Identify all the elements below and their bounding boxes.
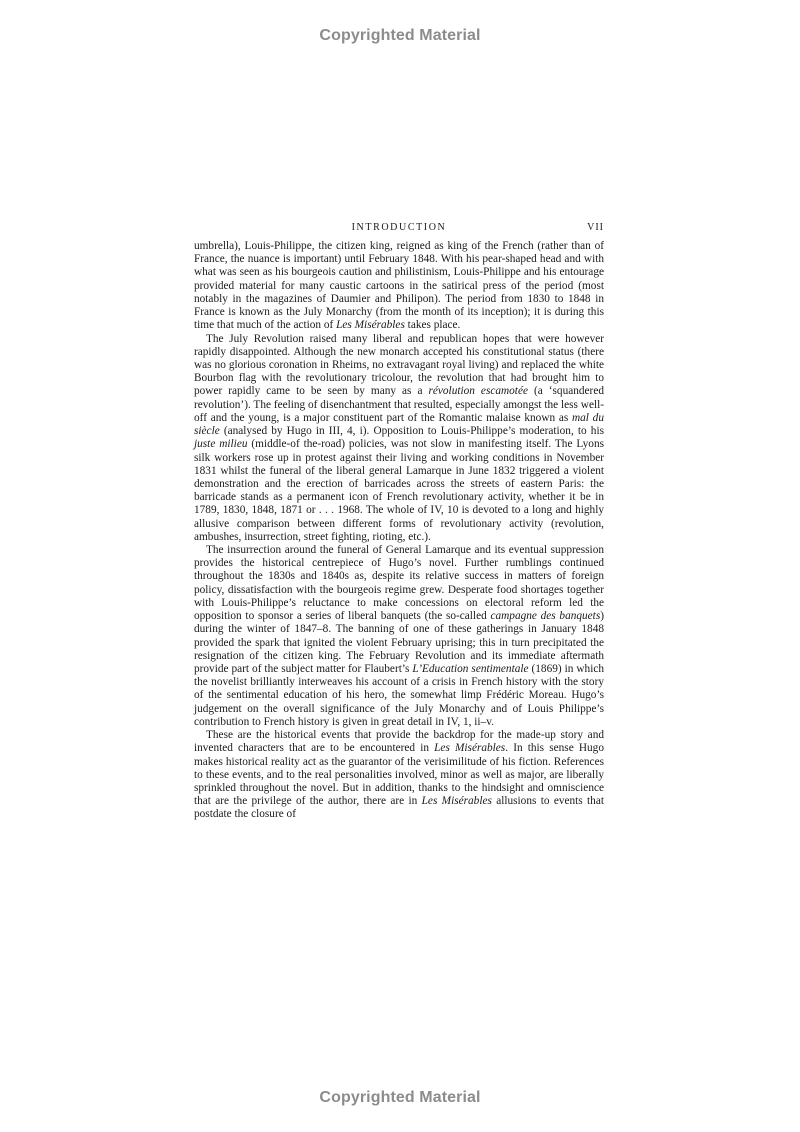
text-run: These are the historical events that provide the backdrop for the made-up story and invented characters that are to be encountered in — [194, 729, 604, 755]
italic-text-run: Les Misérables — [336, 319, 405, 332]
italic-text-run: Les Misérables — [421, 795, 492, 808]
text-run: The insurrection around the funeral of General Lamarque and its eventual suppression provides the historical centrepiece of Hugo’s novel. Further rumblings continued throughout the 1830s and 1840s as, despite its relative success in matters of foreign policy, dissatisfaction with the bourgeois regime grew. Desperate food shortages together with Louis-Philippe’s reluctance to make concessions on electoral reform led the opposition to sponsor a series of liberal banquets (the so-called — [194, 544, 604, 623]
running-head-title: INTRODUCTION — [351, 222, 447, 233]
book-page — [194, 222, 604, 822]
running-head — [194, 222, 604, 236]
italic-text-run: révolution escamotée — [428, 385, 528, 398]
paragraph — [194, 240, 604, 333]
text-run: ) during the winter of 1847–8. The banning of one of these gatherings in January 1848 provided the spark that ignited the violent February uprising; this in turn precipitated the resignation of the citizen king. The February Revolution and its immediate aftermath provide part of the subject matter for Flaubert’s — [194, 610, 604, 675]
text-run: allusions to events that postdate the closure of — [194, 795, 604, 821]
text-run: (a ‘squandered revolution’). The feeling of disenchantment that resulted, especially amongst the less well-off and the young, is a major constituent part of the Romantic malaise known as — [194, 385, 604, 424]
text-run: umbrella), Louis-Philippe, the citizen king, reigned as king of the French (rather than of France, the nuance is important) until February 1848. With his pear-shaped head and with what was seen as his bourgeois caution and philistinism, Louis-Philippe and his entourage provided material for many caustic cartoons in the satirical press of the period (most notably in the magazines of Daumier and Philipon). The period from 1830 to 1848 in France is known as the July Monarchy (from the month of its inception); it is during this time that much of the action of — [194, 240, 604, 332]
italic-text-run: Les Misérables — [434, 742, 506, 755]
copyright-watermark-bottom: Copyrighted Material — [319, 1089, 481, 1106]
paragraph — [194, 544, 604, 729]
text-run: takes place. — [404, 319, 461, 332]
text-run: (analysed by Hugo in III, 4, i). Opposition to Louis-Philippe’s moderation, to his — [219, 425, 604, 438]
text-run: . In this sense Hugo makes historical reality act as the guarantor of the verisimilitude of his fiction. References to these events, and to the real personalities involved, minor as well as major, are liberally sprinkled throughout the novel. But in addition, thanks to the hindsight and omniscience that are the privilege of the author, there are in — [194, 742, 604, 808]
copyright-watermark-top: Copyrighted Material — [319, 27, 481, 44]
page-number: VII — [587, 222, 604, 233]
italic-text-run: mal du siècle — [194, 411, 604, 438]
body-text — [194, 240, 604, 822]
paragraph — [194, 729, 604, 822]
italic-text-run: juste milieu — [194, 438, 248, 451]
italic-text-run: L’Education sentimentale — [412, 663, 529, 675]
text-run: (middle-of the-road) policies, was not slow in manifesting itself. The Lyons silk workers rose up in protest against their living and working conditions in November 1831 whilst the funeral of the liberal general Lamarque in June 1832 triggered a violent demonstration and the erection of barricades across the streets of eastern Paris: the barricade stands as a permanent icon of French revolutionary activity, whether it be in 1789, 1830, 1848, 1871 or . . . 1968. The whole of IV, 10 is devoted to a long and highly allusive comparison between different forms of revolutionary activity (revolution, ambushes, insurrection, street fighting, rioting, etc.). — [194, 438, 604, 543]
paragraph — [194, 333, 604, 545]
text-run: The July Revolution raised many liberal and republican hopes that were however rapidly disappointed. Although the new monarch accepted his constitutional status (there was no glorious coronation in Rheims, no extravagant royal living) and replaced the white Bourbon flag with the revolutionary tricolour, the revolution that had brought him to power rapidly came to be seen by many as a — [194, 332, 604, 398]
italic-text-run: campagne des banquets — [490, 610, 601, 623]
text-run: (1869) in which the novelist brilliantly interweaves his account of a crisis in French history with the story of the sentimental education of his hero, the somewhat limp Frédéric Moreau. Hugo’s judgement on the overall significance of the July Monarchy and of Louis Philippe’s contribution to French history is given in great detail in IV, 1, ii–v. — [194, 663, 604, 728]
